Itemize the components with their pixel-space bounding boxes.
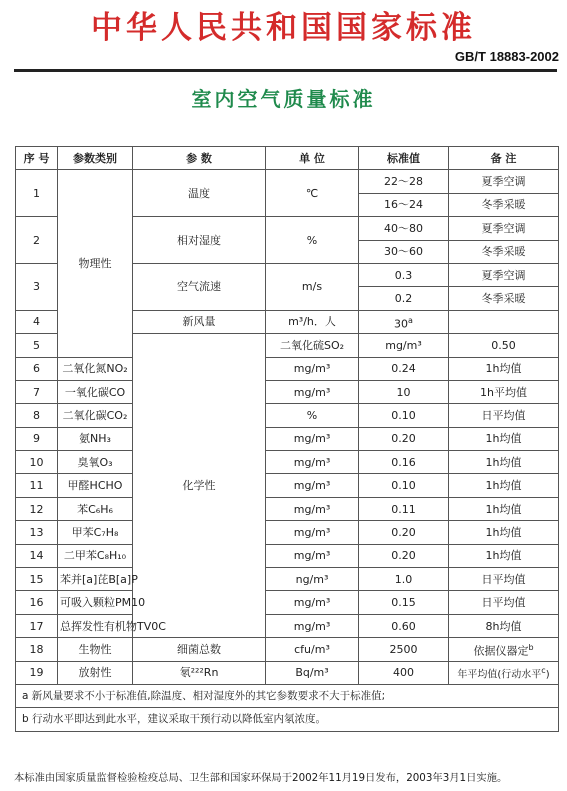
row-value: 0.11 bbox=[359, 497, 449, 520]
row-value bbox=[359, 310, 449, 333]
row-value: 30～60 bbox=[359, 240, 449, 263]
row-unit: cfu/m³ bbox=[266, 638, 359, 661]
row-value: 0.2 bbox=[359, 287, 449, 310]
category-radioactive: 放射性 bbox=[58, 661, 133, 684]
row-note: 1h均值 bbox=[449, 357, 559, 380]
page-title: 中华人民共和国国家标准 bbox=[91, 10, 476, 46]
row-unit: m³/h．人 bbox=[266, 310, 359, 333]
col-header-category: 参数类别 bbox=[58, 147, 133, 170]
row-param: 甲醛HCHO bbox=[58, 474, 133, 497]
category-chemical: 化学性 bbox=[133, 334, 266, 638]
row-param: 二氧化硫SO₂ bbox=[266, 334, 359, 357]
row-value: 2500 bbox=[359, 638, 449, 661]
row-param: 温度 bbox=[133, 170, 266, 217]
table-row bbox=[16, 474, 559, 497]
table-row bbox=[16, 614, 559, 637]
row-no: 16 bbox=[16, 591, 58, 614]
row-note bbox=[449, 638, 559, 661]
table-note-row bbox=[16, 708, 559, 731]
row-param: 二氧化碳CO₂ bbox=[58, 404, 133, 427]
row-note: 1h均值 bbox=[449, 544, 559, 567]
row-unit: % bbox=[266, 404, 359, 427]
table-row bbox=[16, 170, 559, 193]
note-text: 年平均值(行动水平 bbox=[457, 669, 542, 681]
table-row bbox=[16, 497, 559, 520]
table-row bbox=[16, 568, 559, 591]
row-note: 夏季空调 bbox=[449, 263, 559, 286]
row-unit: mg/m³ bbox=[266, 521, 359, 544]
footnote-a: a 新风量要求不小于标准值,除温度、相对湿度外的其它参数要求不大于标准值; bbox=[16, 684, 559, 707]
row-no: 12 bbox=[16, 497, 58, 520]
row-param: 一氧化碳CO bbox=[58, 380, 133, 403]
standards-table bbox=[15, 146, 559, 732]
row-value: 22～28 bbox=[359, 170, 449, 193]
row-unit: mg/m³ bbox=[266, 614, 359, 637]
row-param: 相对湿度 bbox=[133, 217, 266, 264]
table-row bbox=[16, 404, 559, 427]
row-value: 0.24 bbox=[359, 357, 449, 380]
row-unit: ng/m³ bbox=[266, 568, 359, 591]
row-no: 9 bbox=[16, 427, 58, 450]
col-header-unit: 单 位 bbox=[266, 147, 359, 170]
row-unit: mg/m³ bbox=[266, 591, 359, 614]
document-subtitle: 室内空气质量标准 bbox=[191, 87, 376, 111]
table-header-row bbox=[16, 147, 559, 170]
row-value: 10 bbox=[359, 380, 449, 403]
row-unit: mg/m³ bbox=[266, 451, 359, 474]
header-rule bbox=[14, 69, 557, 72]
row-value: 16～24 bbox=[359, 193, 449, 216]
row-no: 1 bbox=[16, 170, 58, 217]
col-header-value: 标准值 bbox=[359, 147, 449, 170]
row-value: 0.16 bbox=[359, 451, 449, 474]
table-row bbox=[16, 544, 559, 567]
row-unit: mg/m³ bbox=[266, 497, 359, 520]
table-row bbox=[16, 521, 559, 544]
table-row bbox=[16, 427, 559, 450]
category-biological: 生物性 bbox=[58, 638, 133, 661]
row-param: 细菌总数 bbox=[133, 638, 266, 661]
row-note: 冬季采暖 bbox=[449, 240, 559, 263]
table-row bbox=[16, 380, 559, 403]
issuance-statement: 本标准由国家质量监督检验检疫总局、卫生部和国家环保局于2002年11月19日发布，2003年3月1日实施。 bbox=[14, 772, 508, 784]
row-param: 二甲苯C₈H₁₀ bbox=[58, 544, 133, 567]
footnote-marker: c bbox=[541, 666, 546, 676]
row-no: 10 bbox=[16, 451, 58, 474]
row-value: 0.3 bbox=[359, 263, 449, 286]
col-header-param: 参 数 bbox=[133, 147, 266, 170]
row-param: 总挥发性有机物TV0C bbox=[58, 614, 133, 637]
row-note: 夏季空调 bbox=[449, 217, 559, 240]
row-unit: mg/m³ bbox=[266, 474, 359, 497]
row-note bbox=[449, 310, 559, 333]
row-no: 13 bbox=[16, 521, 58, 544]
row-param: 氨NH₃ bbox=[58, 427, 133, 450]
row-value: 0.10 bbox=[359, 404, 449, 427]
row-unit: mg/m³ bbox=[266, 357, 359, 380]
row-value: 40～80 bbox=[359, 217, 449, 240]
row-no: 7 bbox=[16, 380, 58, 403]
footnote-marker: b bbox=[528, 643, 534, 653]
row-no: 19 bbox=[16, 661, 58, 684]
row-no: 14 bbox=[16, 544, 58, 567]
row-param: 苯并[a]芘B[a]P bbox=[58, 568, 133, 591]
col-header-note: 备 注 bbox=[449, 147, 559, 170]
row-note: 日平均值 bbox=[449, 568, 559, 591]
row-note: 冬季采暖 bbox=[449, 287, 559, 310]
row-note: 1h均值 bbox=[449, 497, 559, 520]
row-note bbox=[449, 661, 559, 684]
footnote-marker: a bbox=[408, 315, 413, 325]
standard-code: GB/T 18883-2002 bbox=[454, 49, 559, 64]
row-param: 臭氧O₃ bbox=[58, 451, 133, 474]
row-param: 甲苯C₇H₈ bbox=[58, 521, 133, 544]
table-row bbox=[16, 638, 559, 661]
row-no: 5 bbox=[16, 334, 58, 357]
row-note: 1h平均值 bbox=[449, 380, 559, 403]
row-value: 0.60 bbox=[359, 614, 449, 637]
row-note: 日平均值 bbox=[449, 404, 559, 427]
row-note: 8h均值 bbox=[449, 614, 559, 637]
row-note: 夏季空调 bbox=[449, 170, 559, 193]
row-unit: Bq/m³ bbox=[266, 661, 359, 684]
row-unit: % bbox=[266, 217, 359, 264]
row-value: 0.20 bbox=[359, 427, 449, 450]
row-no: 8 bbox=[16, 404, 58, 427]
row-value: 0.15 bbox=[359, 591, 449, 614]
row-no: 6 bbox=[16, 357, 58, 380]
note-tail: ) bbox=[545, 669, 550, 681]
category-physical: 物理性 bbox=[58, 170, 133, 357]
row-note: 1h均值 bbox=[449, 521, 559, 544]
row-unit: mg/m³ bbox=[266, 544, 359, 567]
footnote-b: b 行动水平即达到此水平，建议采取干预行动以降低室内氡浓度。 bbox=[16, 708, 559, 731]
table-row bbox=[16, 591, 559, 614]
row-param: 可吸入颗粒PM10 bbox=[58, 591, 133, 614]
row-unit: ℃ bbox=[266, 170, 359, 217]
row-param: 二氧化氮NO₂ bbox=[58, 357, 133, 380]
row-param: 苯C₆H₆ bbox=[58, 497, 133, 520]
row-note: 冬季采暖 bbox=[449, 193, 559, 216]
row-no: 3 bbox=[16, 263, 58, 310]
table-note-row bbox=[16, 684, 559, 707]
row-no: 17 bbox=[16, 614, 58, 637]
row-note: 1h均值 bbox=[449, 427, 559, 450]
table-row bbox=[16, 661, 559, 684]
col-header-no: 序 号 bbox=[16, 147, 58, 170]
row-param: 空气流速 bbox=[133, 263, 266, 310]
row-value: 0.20 bbox=[359, 521, 449, 544]
row-value: 400 bbox=[359, 661, 449, 684]
row-value: 0.20 bbox=[359, 544, 449, 567]
table-row bbox=[16, 451, 559, 474]
row-no: 18 bbox=[16, 638, 58, 661]
row-param: 新风量 bbox=[133, 310, 266, 333]
row-unit: mg/m³ bbox=[359, 334, 449, 357]
value-text: 30 bbox=[394, 317, 409, 331]
table-row bbox=[16, 357, 559, 380]
row-note: 日平均值 bbox=[449, 591, 559, 614]
row-value: 0.10 bbox=[359, 474, 449, 497]
row-note: 1h均值 bbox=[449, 474, 559, 497]
row-note: 1h均值 bbox=[449, 451, 559, 474]
row-param: 氡²²²Rn bbox=[133, 661, 266, 684]
row-no: 4 bbox=[16, 310, 58, 333]
row-unit: mg/m³ bbox=[266, 380, 359, 403]
row-no: 2 bbox=[16, 217, 58, 264]
note-text: 依据仪器定 bbox=[473, 644, 529, 658]
row-unit: mg/m³ bbox=[266, 427, 359, 450]
row-value: 0.50 bbox=[449, 334, 559, 357]
row-value: 1.0 bbox=[359, 568, 449, 591]
row-no: 11 bbox=[16, 474, 58, 497]
row-no: 15 bbox=[16, 568, 58, 591]
row-unit: m/s bbox=[266, 263, 359, 310]
